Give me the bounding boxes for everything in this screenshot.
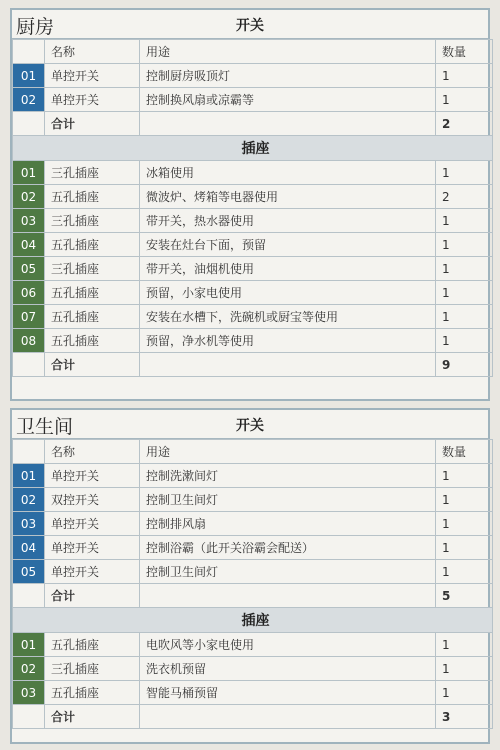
table-row (13, 64, 493, 88)
bathroom-switch-rows (13, 440, 493, 464)
item-use: 控制换风扇或凉霸等 (140, 88, 436, 112)
item-use: 安装在灶台下面，预留 (140, 233, 436, 257)
item-name: 五孔插座 (45, 633, 140, 657)
item-use: 控制卫生间灯 (140, 488, 436, 512)
kitchen-socket-heading: 插座 (13, 136, 493, 161)
item-quantity: 1 (436, 464, 493, 488)
row-number: 02 (13, 657, 45, 681)
kitchen-switch-list (13, 64, 493, 112)
item-quantity: 1 (436, 88, 493, 112)
item-use: 带开关，油烟机使用 (140, 257, 436, 281)
total-value: 2 (436, 112, 493, 136)
item-quantity: 1 (436, 512, 493, 536)
item-use: 冰箱使用 (140, 161, 436, 185)
bathroom-title: 卫生间 (16, 416, 74, 438)
item-name: 三孔插座 (45, 257, 140, 281)
item-use: 控制排风扇 (140, 512, 436, 536)
bathroom-switch-list (13, 464, 493, 584)
item-name: 三孔插座 (45, 161, 140, 185)
bathroom-table (12, 439, 493, 729)
total-use-cell (140, 353, 436, 377)
row-number: 01 (13, 161, 45, 185)
row-number: 08 (13, 329, 45, 353)
kitchen-table (12, 39, 493, 377)
kitchen-column-header (13, 40, 493, 64)
total-label: 合计 (45, 112, 140, 136)
item-quantity: 1 (436, 161, 493, 185)
table-row (13, 488, 493, 512)
total-value: 5 (436, 584, 493, 608)
item-quantity: 1 (436, 633, 493, 657)
item-quantity: 2 (436, 185, 493, 209)
table-row (13, 633, 493, 657)
item-name: 单控开关 (45, 464, 140, 488)
item-use: 带开关，热水器使用 (140, 209, 436, 233)
row-number: 01 (13, 64, 45, 88)
column-header-name: 名称 (45, 440, 140, 464)
total-no-cell (13, 353, 45, 377)
kitchen-section (10, 8, 490, 401)
total-no-cell (13, 584, 45, 608)
bathroom-switch-heading: 开关 (236, 418, 264, 434)
item-name: 三孔插座 (45, 657, 140, 681)
bathroom-socket-heading: 插座 (13, 608, 493, 633)
item-quantity: 1 (436, 281, 493, 305)
item-name: 单控开关 (45, 64, 140, 88)
row-number: 03 (13, 512, 45, 536)
kitchen-switch-rows (13, 40, 493, 64)
item-name: 五孔插座 (45, 185, 140, 209)
kitchen-title: 厨房 (16, 16, 55, 38)
table-row (13, 257, 493, 281)
item-quantity: 1 (436, 305, 493, 329)
column-header-name: 名称 (45, 40, 140, 64)
total-no-cell (13, 705, 45, 729)
item-use: 控制厨房吸顶灯 (140, 64, 436, 88)
row-number: 01 (13, 633, 45, 657)
item-quantity: 1 (436, 560, 493, 584)
kitchen-header (12, 10, 488, 39)
item-name: 单控开关 (45, 512, 140, 536)
item-quantity: 1 (436, 209, 493, 233)
table-row (13, 233, 493, 257)
bathroom-header (12, 410, 488, 439)
row-number: 07 (13, 305, 45, 329)
item-use: 预留，小家电使用 (140, 281, 436, 305)
item-use: 安装在水槽下，洗碗机或厨宝等使用 (140, 305, 436, 329)
item-use: 洗衣机预留 (140, 657, 436, 681)
item-name: 三孔插座 (45, 209, 140, 233)
item-name: 双控开关 (45, 488, 140, 512)
item-quantity: 1 (436, 536, 493, 560)
table-row (13, 464, 493, 488)
item-use: 控制洗漱间灯 (140, 464, 436, 488)
total-value: 9 (436, 353, 493, 377)
row-number: 03 (13, 681, 45, 705)
row-number: 05 (13, 560, 45, 584)
item-use: 控制卫生间灯 (140, 560, 436, 584)
table-row (13, 305, 493, 329)
kitchen-socket-band (13, 136, 493, 161)
column-header-qty: 数量 (436, 40, 493, 64)
column-header-no (13, 40, 45, 64)
total-no-cell (13, 112, 45, 136)
item-quantity: 1 (436, 257, 493, 281)
total-use-cell (140, 584, 436, 608)
table-row (13, 536, 493, 560)
column-header-use: 用途 (140, 440, 436, 464)
item-quantity: 1 (436, 681, 493, 705)
row-number: 01 (13, 464, 45, 488)
item-quantity: 1 (436, 657, 493, 681)
item-name: 单控开关 (45, 88, 140, 112)
bathroom-switch-total (13, 584, 493, 633)
item-use: 电吹风等小家电使用 (140, 633, 436, 657)
bathroom-socket-list (13, 633, 493, 705)
total-label: 合计 (45, 584, 140, 608)
item-use: 智能马桶预留 (140, 681, 436, 705)
item-quantity: 1 (436, 329, 493, 353)
table-row (13, 657, 493, 681)
table-row (13, 281, 493, 305)
bathroom-socket-total (13, 705, 493, 729)
total-value: 3 (436, 705, 493, 729)
table-row (13, 512, 493, 536)
item-name: 单控开关 (45, 560, 140, 584)
kitchen-switch-total (13, 112, 493, 161)
item-quantity: 1 (436, 64, 493, 88)
item-name: 五孔插座 (45, 233, 140, 257)
kitchen-socket-list (13, 161, 493, 353)
bathroom-column-header (13, 440, 493, 464)
item-use: 预留，净水机等使用 (140, 329, 436, 353)
item-name: 五孔插座 (45, 681, 140, 705)
table-row (13, 161, 493, 185)
item-quantity: 1 (436, 488, 493, 512)
row-number: 04 (13, 233, 45, 257)
column-header-no (13, 440, 45, 464)
row-number: 04 (13, 536, 45, 560)
total-row (13, 353, 493, 377)
item-use: 微波炉、烤箱等电器使用 (140, 185, 436, 209)
total-label: 合计 (45, 705, 140, 729)
column-header-use: 用途 (140, 40, 436, 64)
bathroom-socket-band (13, 608, 493, 633)
total-use-cell (140, 705, 436, 729)
item-name: 单控开关 (45, 536, 140, 560)
bathroom-section (10, 408, 490, 744)
item-name: 五孔插座 (45, 329, 140, 353)
table-row (13, 560, 493, 584)
total-label: 合计 (45, 353, 140, 377)
kitchen-socket-total (13, 353, 493, 377)
row-number: 02 (13, 88, 45, 112)
total-row (13, 584, 493, 608)
table-row (13, 329, 493, 353)
total-use-cell (140, 112, 436, 136)
total-row (13, 112, 493, 136)
item-use: 控制浴霸（此开关浴霸会配送） (140, 536, 436, 560)
row-number: 06 (13, 281, 45, 305)
column-header-qty: 数量 (436, 440, 493, 464)
item-name: 五孔插座 (45, 305, 140, 329)
table-row (13, 209, 493, 233)
kitchen-switch-heading: 开关 (236, 18, 264, 34)
table-row (13, 88, 493, 112)
row-number: 05 (13, 257, 45, 281)
table-row (13, 681, 493, 705)
row-number: 02 (13, 488, 45, 512)
row-number: 03 (13, 209, 45, 233)
item-name: 五孔插座 (45, 281, 140, 305)
table-row (13, 185, 493, 209)
row-number: 02 (13, 185, 45, 209)
total-row (13, 705, 493, 729)
item-quantity: 1 (436, 233, 493, 257)
